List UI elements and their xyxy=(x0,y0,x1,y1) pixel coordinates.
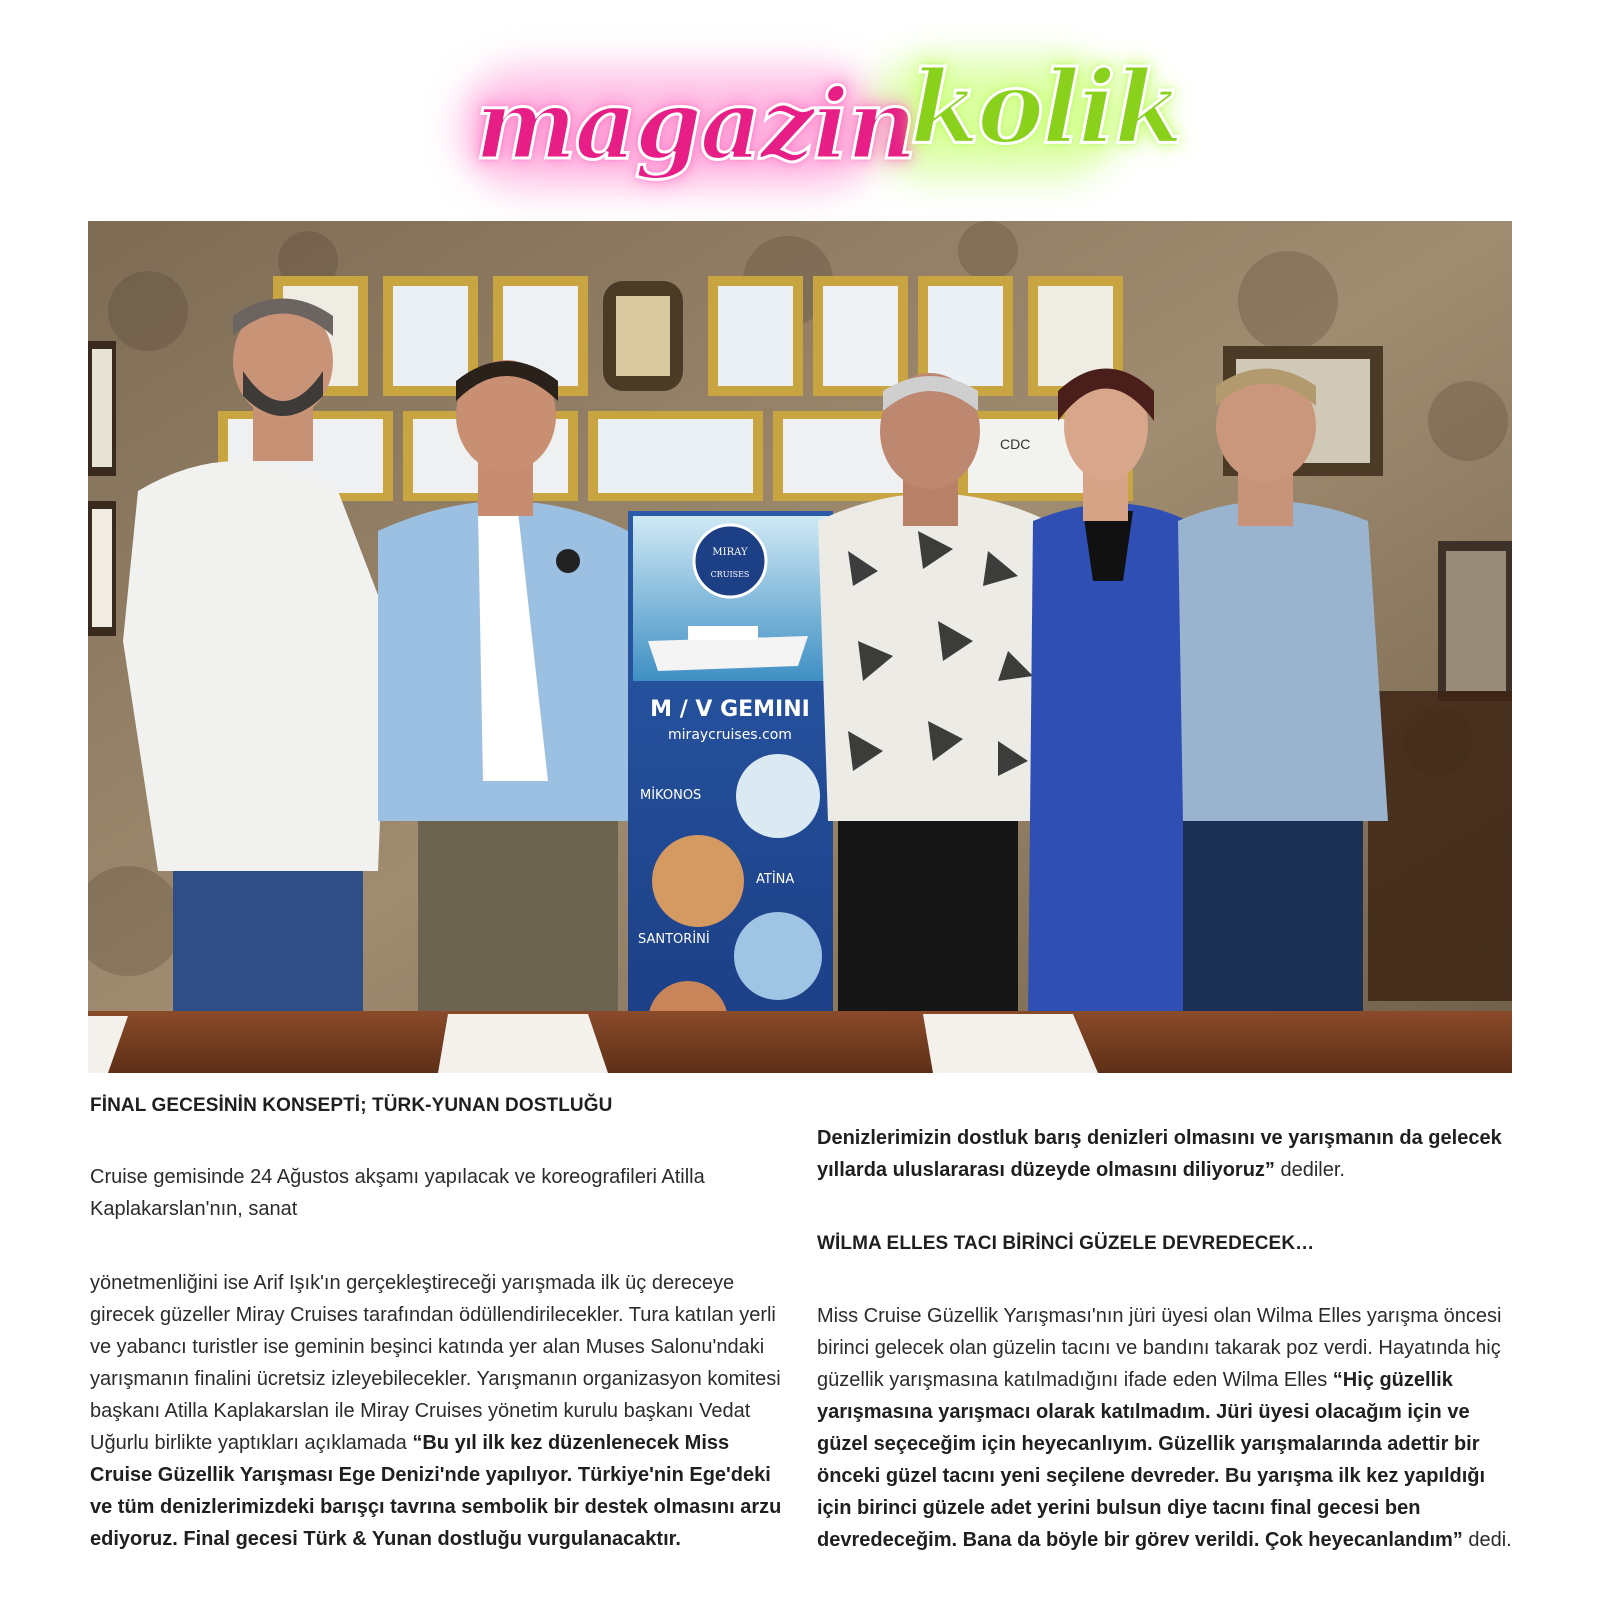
right-paragraph-2-tail: dedi. xyxy=(1462,1529,1512,1551)
right-paragraph-2-text: Miss Cruise Güzellik Yarışması'nın jüri üyesi olan Wilma Elles yarışma öncesi birinci gelecek olan güzelin tacını ve bandını takarak poz verdi. Hayatında hiç güzellik yarışmasına katılmadığını ifade eden Wilma Elles xyxy=(817,1305,1502,1391)
right-paragraph-1-quote: Denizlerimizin dostluk barış denizleri olmasını ve yarışmanın da gelecek yıllarda uluslararası düzeyde olmasını diliyoruz” xyxy=(817,1127,1502,1181)
banner-ship-name: M / V GEMINI xyxy=(650,697,810,722)
left-paragraph-1: Cruise gemisinde 24 Ağustos akşamı yapılacak ve koreografileri Atilla Kaplakarslan'nın, sanat xyxy=(90,1166,705,1220)
right-paragraph-2 xyxy=(817,1300,1517,1556)
magazinkolik-logo xyxy=(440,38,1182,208)
right-paragraph-1-tail: dediler. xyxy=(1274,1159,1345,1181)
group-photo xyxy=(88,221,1512,1073)
logo-word-magazin: magazin xyxy=(475,68,915,181)
left-paragraph-1-wrap xyxy=(90,1161,790,1225)
left-paragraph-2 xyxy=(90,1267,790,1555)
right-paragraph-2-wrap xyxy=(817,1300,1517,1556)
left-paragraph-2-wrap xyxy=(90,1267,790,1555)
banner-destination-2: ATİNA xyxy=(756,872,795,887)
banner-destination-3: SANTORİNİ xyxy=(638,932,710,947)
banner-website: miraycruises.com xyxy=(668,727,792,743)
article-left-column xyxy=(90,1090,790,1122)
logo-word-kolik: kolik xyxy=(910,48,1182,166)
left-paragraph-2-text: yönetmenliğini ise Arif Işık'ın gerçekleştireceği yarışmada ilk üç dereceye girecek güzeller Miray Cruises tarafından ödüllendirilecekler. Tura katılan yerli ve yabancı turistler ise geminin beşinci katında yer alan Muses Salonu'ndaki yarışmanın finalini ücretsiz izleyebilecekler. Yarışmanın organizasyon komitesi başkanı Atilla Kaplakarslan ile Miray Cruises yönetim kurulu başkanı Vedat Uğurlu birlikte yaptıkları açıklamada xyxy=(90,1272,781,1454)
right-heading-wrap xyxy=(817,1228,1517,1260)
certificate-text: CDC xyxy=(1000,436,1031,452)
banner-badge-bottom: CRUISES xyxy=(710,570,750,579)
banner-badge-top: MIRAY xyxy=(712,547,748,558)
right-paragraph-2-quote: “Hiç güzellik yarışmasına yarışmacı olarak katılmadım. Jüri üyesi olacağım için ve güzel seçeceğim için heyecanlıyım. Güzellik yarışmalarında adettir bir önceki güzel tacını yeni seçilene devreder. Bu yarışma ilk kez yapıldığı için birinci güzele adet yerini bulsun diye tacını final gecesi ben devredeceğim. Bana da böyle bir görev verildi. Çok heyecanlandım” xyxy=(817,1369,1486,1551)
section-heading-final: FİNAL GECESİNİN KONSEPTİ; TÜRK-YUNAN DOSTLUĞU xyxy=(90,1095,613,1116)
table xyxy=(88,1011,1512,1073)
article-right-column xyxy=(817,1122,1517,1186)
right-paragraph-1 xyxy=(817,1122,1517,1186)
miray-banner xyxy=(628,511,833,1061)
banner-destination-1: MİKONOS xyxy=(640,788,702,803)
left-paragraph-2-quote: “Bu yıl ilk kez düzenlenecek Miss Cruise Güzellik Yarışması Ege Denizi'nde yapılıyor. Türkiye'nin Ege'deki ve tüm denizlerimizdeki barışçı tavrına sembolik bir destek olmasını arzu ediyoruz. Final gecesi Türk & Yunan dostluğu vurgulanacaktır. xyxy=(90,1432,782,1550)
section-heading-wilma: WİLMA ELLES TACI BİRİNCİ GÜZELE DEVREDECEK… xyxy=(817,1233,1315,1254)
